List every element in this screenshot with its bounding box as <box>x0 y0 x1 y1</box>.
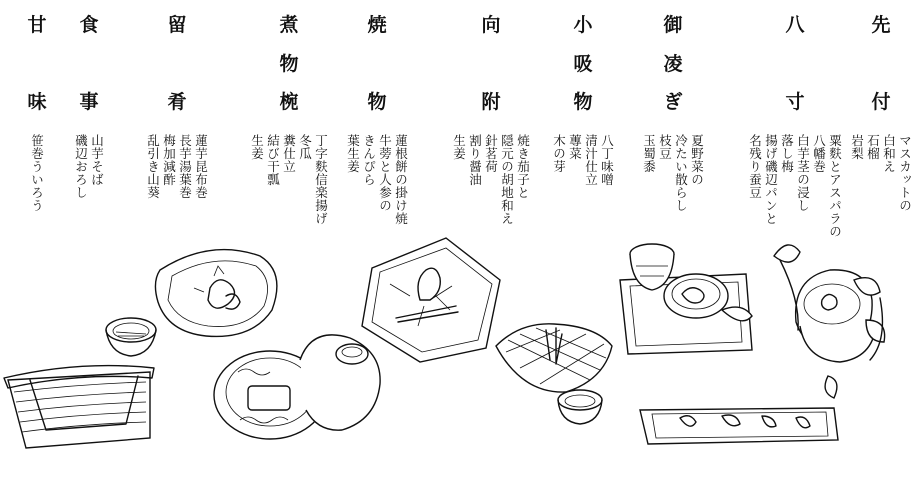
leaf-plate-illustration <box>155 250 276 337</box>
dish-line: 割り醤油 <box>467 134 483 186</box>
dish-line: 冬瓜 <box>297 134 313 160</box>
dish-line: 山芋そば <box>89 134 105 186</box>
course-title-char: 焼 <box>367 14 387 36</box>
dish-line: きんぴら <box>361 134 377 186</box>
course-title-char: 味 <box>27 91 47 113</box>
dish-line: 乱引き山葵 <box>145 134 161 199</box>
course-title-char: 煮 <box>279 14 299 36</box>
dish-line: 結び干瓢 <box>265 134 281 186</box>
dish-line: 白芋茎の浸し <box>795 134 811 212</box>
dish-line: 笹巻ういろう <box>29 134 45 212</box>
course-title-char: 小 <box>573 14 593 36</box>
lidded-bowl-illustration <box>214 335 380 439</box>
dish-line: 梅加減酢 <box>161 134 177 186</box>
dish-line: 石榴 <box>865 134 881 160</box>
dish-line: 蓮芋昆布巻 <box>193 134 209 199</box>
dish-line: 糞仕立 <box>281 134 297 173</box>
hexagon-dish-illustration <box>362 238 500 362</box>
dish-line: 玉蜀黍 <box>641 134 657 173</box>
dish-line: 焼き茄子と <box>515 134 531 199</box>
square-tray-illustration <box>620 244 752 354</box>
course-title-char: 寸 <box>785 91 805 113</box>
dish-line: 枝豆 <box>657 134 673 160</box>
dish-line: 木の芽 <box>551 134 567 173</box>
course-title-char: 椀 <box>279 91 299 113</box>
dish-line: 八丁味噌 <box>599 134 615 186</box>
dish-line: 蓴菜 <box>567 134 583 160</box>
course-title-char: 吸 <box>573 52 593 75</box>
dish-line: 磯辺おろし <box>73 134 89 199</box>
dish-line: 落し梅 <box>779 134 795 173</box>
course-title-char: 留 <box>167 14 187 36</box>
dish-line: マスカットの <box>897 134 913 212</box>
dish-line: 白和え <box>881 134 897 173</box>
course-title-char: 八 <box>785 14 805 36</box>
course-title-char: 肴 <box>167 91 187 113</box>
course-title-char: 事 <box>79 91 99 113</box>
dish-line: 生姜 <box>249 134 265 160</box>
course-title-char: 物 <box>367 91 387 113</box>
course-title-char: 食 <box>79 14 99 36</box>
dish-line: 生姜 <box>451 134 467 160</box>
dish-line: 丁字麩信楽揚げ <box>313 134 329 225</box>
woven-basket-illustration <box>496 324 612 424</box>
course-title-char: 向 <box>481 14 501 36</box>
dish-line: 長芋湯葉巻 <box>177 134 193 199</box>
dish-line: 隠元の胡地和え <box>499 134 515 225</box>
course-title-char: 凌 <box>663 52 683 75</box>
dish-line: 名残り蚕豆 <box>747 134 763 199</box>
dish-line: 岩梨 <box>849 134 865 160</box>
dish-line: 冷たい散らし <box>673 134 689 212</box>
course-title-char: 付 <box>871 91 891 113</box>
course-title-char: 附 <box>481 91 501 113</box>
dish-line: 針茗荷 <box>483 134 499 173</box>
small-bowl-illustration <box>106 318 156 356</box>
dish-line: 清汁仕立 <box>583 134 599 186</box>
dish-line: 八幡巻 <box>811 134 827 173</box>
dish-line: 蓮根餅の掛け焼 <box>393 134 409 225</box>
dish-line: 粟麩とアスパラの <box>827 134 843 238</box>
bamboo-tray-illustration <box>4 366 154 448</box>
lidded-pot-illustration <box>774 245 885 398</box>
course-title-char: 物 <box>279 52 299 75</box>
dish-line: 牛蒡と人参の <box>377 134 393 212</box>
course-title-char: 御 <box>663 14 683 36</box>
course-title-char: ぎ <box>663 91 683 113</box>
dish-line: 葉生姜 <box>345 134 361 173</box>
long-plate-illustration <box>640 408 838 444</box>
dish-line: 揚げ磯辺パンと <box>763 134 779 225</box>
course-title-char: 物 <box>573 91 593 113</box>
dish-line: 夏野菜の <box>689 134 705 186</box>
course-title-char: 甘 <box>27 14 47 36</box>
course-title-char: 先 <box>871 14 891 36</box>
